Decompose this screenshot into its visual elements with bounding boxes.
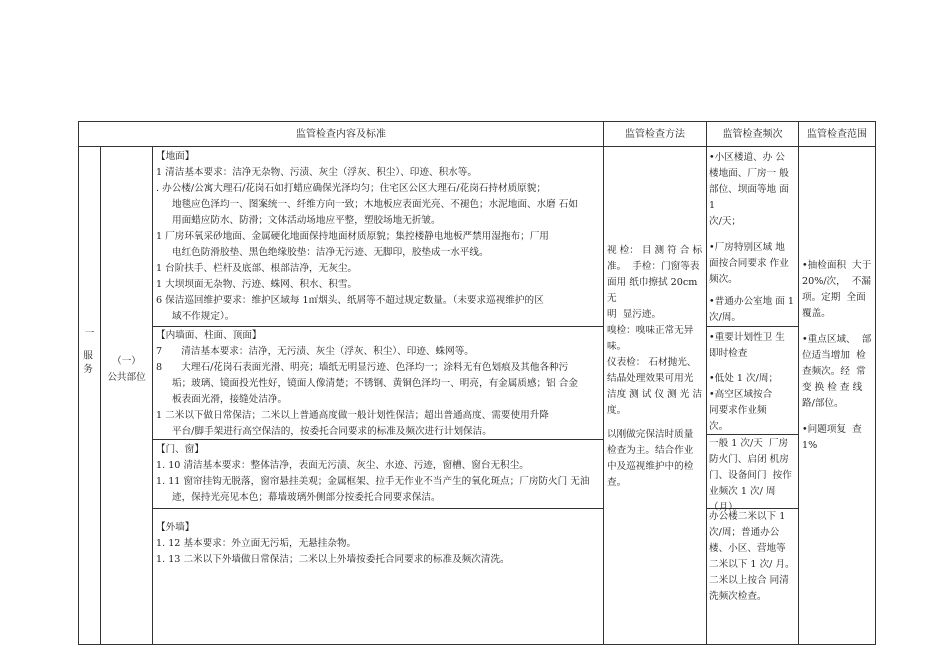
floor-line: 1 厂房环氧采砂地面、金属硬化地面保持地面材质原貌；集控楼静电地板严禁用湿拖布；厂用 xyxy=(156,231,549,242)
frequency-line: 即时检查 xyxy=(709,348,748,359)
frequency-line: 楼、小区、营地等 xyxy=(709,543,786,554)
method-line: 洁度 测 试 仪 测 光 洁 xyxy=(607,389,703,400)
frequency-block-2 xyxy=(709,371,797,435)
wall-line: 1 二米以下做日常保洁；二米以上普通高度做一般计划性保洁；超出普通高度、需要使用升降 xyxy=(156,410,549,421)
row-divider-door-exterior xyxy=(152,508,603,509)
door-line: 1. 10 清洁基本要求：整体洁净，表面无污渍、灰尘、水迹、污迹，窗槽、窗台无积尘。 xyxy=(156,460,529,471)
section-wall-title: 【内墙面、柱面、顶面】 xyxy=(156,330,262,341)
frequency-line: 洗频次检查。 xyxy=(709,591,767,602)
frequency-line: 业频次 1 次/ 周 xyxy=(709,486,776,497)
frequency-line: 防火门、启闭 机房 xyxy=(709,454,789,465)
section-exterior-title: 【外墙】 xyxy=(156,522,195,533)
wall-line: 7 清洁基本要求：洁净，无污渍、灰尘（浮灰、积尘）、印迹、蛛网等。 xyxy=(156,346,474,357)
floor-line: 1 大坝坝面无杂物、污迹、蛛网、积水、积雪。 xyxy=(156,279,358,290)
category-number: 一 xyxy=(84,328,95,339)
method-line: 结晶处理效果可用光 xyxy=(607,373,694,384)
scope-line: 覆盖。 xyxy=(802,308,831,319)
scope-line: •抽检面积 大于 xyxy=(802,260,872,271)
table-border-right xyxy=(875,121,876,645)
frequency-line: 部位、坝面等地 面 1 xyxy=(709,184,792,211)
frequency-line: 次/周。 xyxy=(709,312,742,323)
frequency-block-4 xyxy=(709,509,797,605)
category-label: 服务 xyxy=(81,350,92,378)
scope-line xyxy=(802,322,875,332)
section-door xyxy=(156,442,601,506)
scope-line xyxy=(802,412,875,422)
frequency-line: 面按合同要求 作业 xyxy=(709,258,789,269)
wall-line: 垢；玻璃、镜面投光性好，镜面人像清楚；不锈钢、黄铜色泽均一、明亮，有金属质感；铝 合金 xyxy=(172,378,578,389)
floor-line: 地毯应色泽均一、图案统一、纤维方向一致；木地板应表面光亮、不褪色；水泥地面、水磨 石如 xyxy=(172,199,578,210)
floor-line: 6 保洁巡回维护要求：维护区域每 1㎡烟头、纸屑等不超过规定数量。（未要求巡视维护的区 xyxy=(156,295,544,306)
method-line: 中及巡视维护中的检 xyxy=(607,461,694,472)
section-floor-title: 【地面】 xyxy=(156,151,195,162)
method-line xyxy=(607,419,705,427)
scope-text xyxy=(802,258,875,454)
frequency-line: •小区楼道、办 公 xyxy=(709,152,785,163)
frequency-line: •低处 1 次/周； xyxy=(709,373,779,384)
frequency-line: （月）。 xyxy=(709,502,743,513)
frequency-line: 一般 1 次/天 厂房 xyxy=(709,438,789,449)
method-line: 以刚做完保洁时质量 xyxy=(607,429,694,440)
wall-line: 平台/脚手架进行高空保洁的，按委托合同要求的标准及频次进行计划保洁。 xyxy=(172,426,492,437)
frequency-line: •高空区域按合 xyxy=(709,389,773,400)
frequency-line: 办公楼二米以下 1 xyxy=(709,511,786,522)
wall-line: 板表面光滑，接缝处洁净。 xyxy=(172,394,288,405)
frequency-line: 频次。 xyxy=(709,274,738,285)
exterior-line: 1. 12 基本要求：外立面无污垢，无悬挂杂物。 xyxy=(156,538,357,549)
section-exterior xyxy=(156,520,601,568)
frequency-line: •重要计划性卫 生 xyxy=(709,332,785,343)
table-border-bottom xyxy=(78,644,876,645)
frequency-line: 次/周；普通办公 xyxy=(709,527,780,538)
scope-line: 项。定期 全面 xyxy=(802,292,866,303)
table-border-top xyxy=(78,121,876,122)
scope-line: 20%/次， 不漏 xyxy=(802,276,872,287)
method-line: 度。 xyxy=(607,405,627,416)
table-border-header-bottom xyxy=(78,146,876,147)
frequency-line: 次。 xyxy=(709,421,729,432)
header-scope: 监管检查范围 xyxy=(807,129,867,140)
method-line: 检查为主。结合作业 xyxy=(607,445,694,456)
frequency-block-1 xyxy=(709,150,797,362)
section-door-title: 【门、窗】 xyxy=(156,444,204,455)
frequency-line: 门、设备间门 按作 xyxy=(709,470,792,481)
method-line: 明 显污迹。 xyxy=(607,309,662,320)
method-line: 味。 xyxy=(607,341,627,352)
frequency-line: •普通办公室地 面 1 xyxy=(709,296,795,307)
frequency-line: 同要求作业频 xyxy=(709,405,767,416)
method-line: 查。 xyxy=(607,477,627,488)
frequency-block-3 xyxy=(709,436,797,516)
scope-line: 路/部位。 xyxy=(802,398,844,409)
scope-line: •重点区域、 部 xyxy=(802,334,872,345)
col-divider-1 xyxy=(100,146,101,645)
section-wall xyxy=(156,328,601,440)
col-divider-5 xyxy=(798,121,799,645)
floor-line: 域不作规定）。 xyxy=(172,311,235,322)
table-border-left xyxy=(78,121,79,645)
door-line: 1. 11 窗帘挂钩无脱落，窗帘悬挂美观；金属框架、拉手无作业不当产生的氧化斑点；厂房防火门 无油 xyxy=(156,476,590,487)
row-divider-floor-wall xyxy=(152,326,603,327)
subcategory-label: 公共部位 xyxy=(107,372,146,383)
frequency-line: 楼地面、厂房一 般 xyxy=(709,168,789,179)
method-text xyxy=(607,243,705,491)
floor-line: . 办公楼/公寓大理石/花岗石如打蜡应确保光泽均匀；住宅区公区大理石/花岗石持材质原貌； xyxy=(156,183,546,194)
floor-line: 用面蜡应防水、防滑；文体活动场地应平整，塑胶场地无折皱。 xyxy=(172,215,441,226)
scope-line: 位适当增加 检 xyxy=(802,350,866,361)
scope-line: 1% xyxy=(802,440,818,451)
method-line: 仪表检： 石材抛光、 xyxy=(607,357,697,368)
section-floor xyxy=(156,149,601,325)
method-line: 面用 纸巾擦拭 20cm 无 xyxy=(607,277,701,304)
floor-line: 1 清洁基本要求：洁净无杂物、污渍、灰尘（浮灰、积尘）、印迹、积水等。 xyxy=(156,167,477,178)
door-line: 迹，保持光亮见本色；幕墙玻璃外侧部分按委托合同要求保洁。 xyxy=(172,492,441,503)
wall-line: 8 大理石/花岗石表面光滑、明亮；墙纸无明显污迹、色泽均一；涂料无有色划痕及其他各种污 xyxy=(156,362,569,373)
floor-line: 电红色防滑胶垫、黑色绝缘胶垫：洁净无污迹、无脚印，胶垫成一水平线。 xyxy=(172,247,489,258)
frequency-line: 次/天； xyxy=(709,216,742,227)
frequency-line: 二米以下 1 次/ 月。 xyxy=(709,559,795,570)
col-divider-3 xyxy=(603,121,604,645)
scope-line: •问题项复 查 xyxy=(802,424,862,435)
col-divider-4 xyxy=(706,121,707,645)
col-divider-2 xyxy=(152,146,153,645)
scope-line: 查频次。经 常 xyxy=(802,366,866,377)
frequency-line: •厂房特别区域 地 xyxy=(709,242,785,253)
method-line: 准。 手检：门窗等表 xyxy=(607,261,700,272)
floor-line: 1 台阶扶手、栏杆及底部、根部洁净，无灰尘。 xyxy=(156,263,358,274)
frequency-line: 二米以上按合 同清 xyxy=(709,575,789,586)
method-line: 嗅检：嗅味正常无异 xyxy=(607,325,694,336)
header-content: 监管检查内容及标准 xyxy=(296,129,386,140)
header-frequency: 监管检查频次 xyxy=(722,129,783,140)
exterior-line: 1. 13 二米以下外墙做日常保洁；二米以上外墙按委托合同要求的标准及频次清洗。 xyxy=(156,554,510,565)
header-method: 监管检查方法 xyxy=(625,129,685,140)
subcategory-number: （一） xyxy=(112,356,141,367)
scope-line: 变 换 检 查 线 xyxy=(802,382,863,393)
method-line: 视 检： 目 测 符 合 标 xyxy=(607,245,703,256)
